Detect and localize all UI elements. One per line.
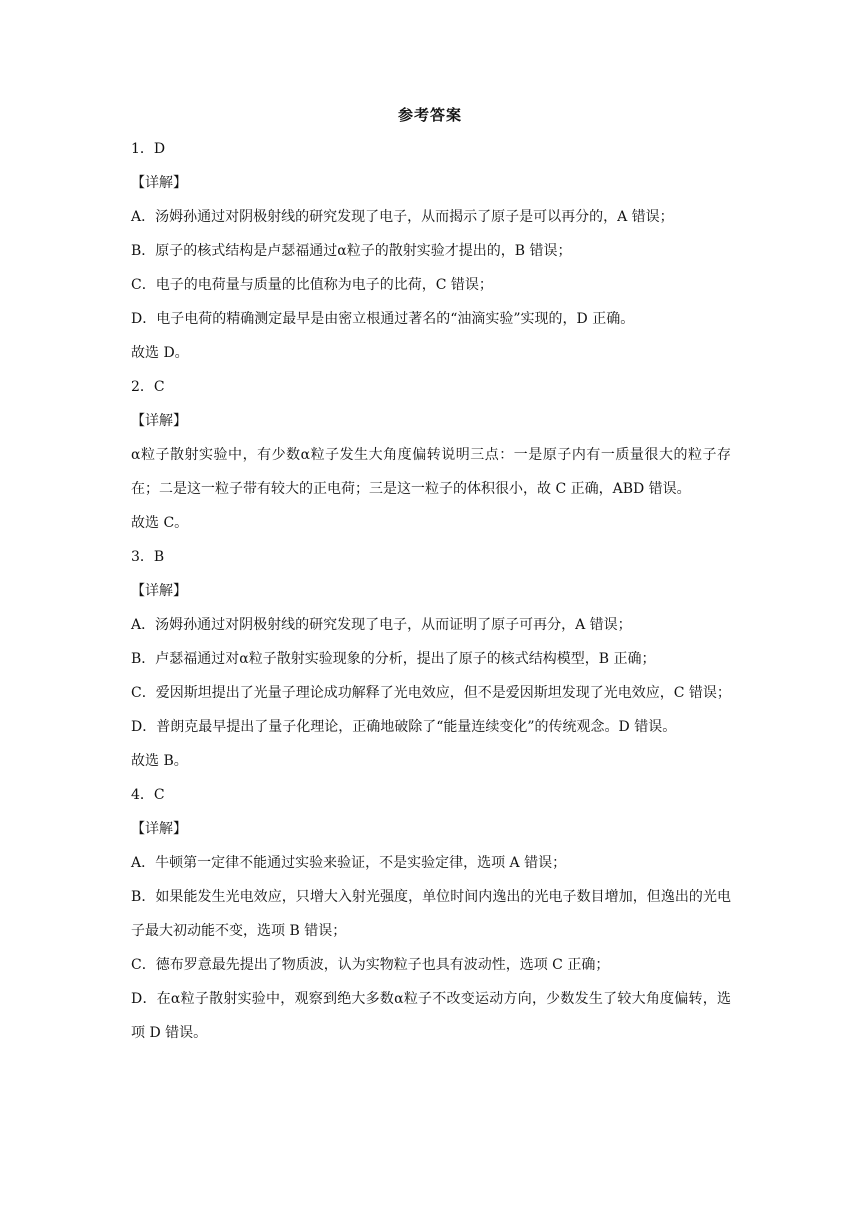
answer-paragraph: D．在α粒子散射实验中，观察到绝大多数α粒子不改变运动方向，少数发生了较大角度偏转，选项 D 错误。 bbox=[131, 991, 731, 1041]
answer-number: 3．B bbox=[131, 549, 165, 565]
answer-number: 1．D bbox=[131, 141, 166, 157]
answer-line: A．汤姆孙通过对阴极射线的研究发现了电子，从而证明了原子可再分，A 错误； bbox=[131, 617, 632, 633]
answer-line: D．普朗克最早提出了量子化理论，正确地破除了“能量连续变化”的传统观念。D 错误。 bbox=[131, 719, 677, 735]
answer-conclusion: 故选 D。 bbox=[131, 345, 189, 361]
page-title: 参考答案 bbox=[397, 106, 462, 124]
answer-line: A．汤姆孙通过对阴极射线的研究发现了电子，从而揭示了原子是可以再分的，A 错误； bbox=[131, 209, 674, 225]
answer-paragraph: B．如果能发生光电效应，只增大入射光强度，单位时间内逸出的光电子数目增加，但逸出的光电子最大初动能不变，选项 B 错误； bbox=[131, 889, 731, 939]
answer-paragraph: α粒子散射实验中，有少数α粒子发生大角度偏转说明三点：一是原子内有一质量很大的粒子存在；二是这一粒子带有较大的正电荷；三是这一粒子的体积很小，故 C 正确，ABD 错误。 bbox=[131, 447, 731, 497]
answer-line: C．电子的电荷量与质量的比值称为电子的比荷，C 错误； bbox=[131, 277, 493, 293]
detail-label: 【详解】 bbox=[131, 175, 187, 191]
answer-line: A．牛顿第一定律不能通过实验来验证，不是实验定律，选项 A 错误； bbox=[131, 855, 567, 871]
detail-label: 【详解】 bbox=[131, 821, 187, 837]
answer-number: 4．C bbox=[131, 787, 165, 803]
answer-line: C．德布罗意最先提出了物质波，认为实物粒子也具有波动性，选项 C 正确； bbox=[131, 957, 610, 973]
answer-paragraph: C．爱因斯坦提出了光量子理论成功解释了光电效应，但不是爱因斯坦发现了光电效应，C 错误； bbox=[131, 685, 731, 701]
detail-label: 【详解】 bbox=[131, 583, 187, 599]
answer-number: 2．C bbox=[131, 379, 165, 395]
answer-conclusion: 故选 B。 bbox=[131, 753, 188, 769]
detail-label: 【详解】 bbox=[131, 413, 187, 429]
answer-list bbox=[131, 132, 731, 1050]
answer-line: B．原子的核式结构是卢瑟福通过α粒子的散射实验才提出的，B 错误； bbox=[131, 243, 572, 259]
answer-conclusion: 故选 C。 bbox=[131, 515, 189, 531]
answer-line: D．电子电荷的精确测定最早是由密立根通过著名的“油滴实验”实现的，D 正确。 bbox=[131, 311, 635, 327]
answer-line: B．卢瑟福通过对α粒子散射实验现象的分析，提出了原子的核式结构模型，B 正确； bbox=[131, 651, 656, 667]
